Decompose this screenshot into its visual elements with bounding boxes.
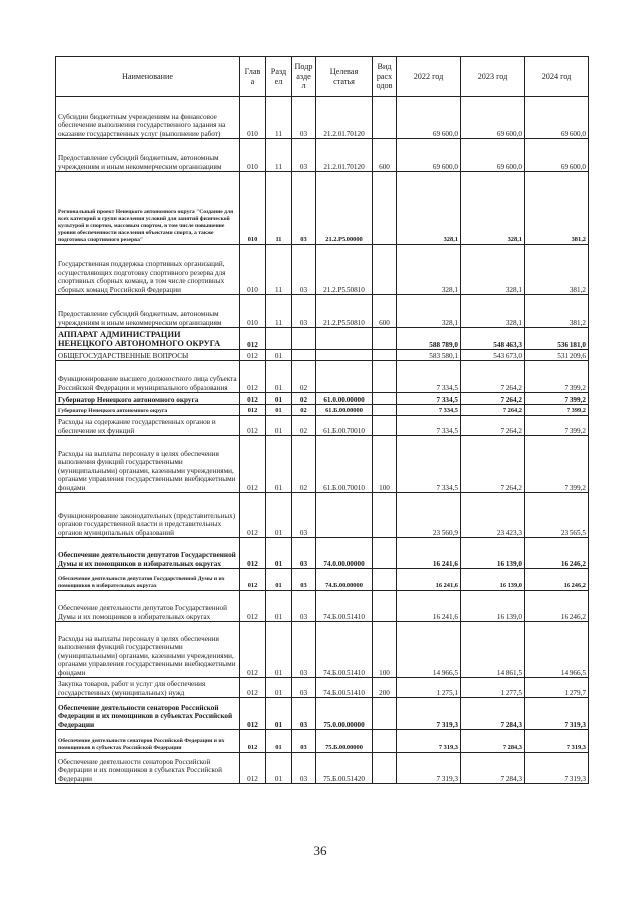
cell-name: Расходы на выплаты персоналу в целях обеспечения выполнения функций государственными (муниципальными) органами, казенными учреждениями, органами управления государственными внебюджетными фондами [56,436,240,493]
cell-g: 010 [240,172,266,245]
cell-name: Обеспечение деятельности депутатов Государственной Думы и их помощников в избирательных округах [56,538,240,569]
cell-y3: 23 565,5 [525,493,589,538]
cell-p: 03 [292,97,316,139]
cell-y1: 7 319,3 [397,753,461,784]
cell-y3: 7 399,2 [525,393,589,405]
cell-y1: 328,1 [397,245,461,295]
cell-t [316,328,373,350]
cell-name: Функционирование законодательных (представительных) органов государственной власти и представительных органов муниципальных образований [56,493,240,538]
cell-y1: 328,1 [397,172,461,245]
table-row [56,436,589,493]
cell-p: 03 [292,295,316,328]
cell-r: 01 [266,416,292,436]
cell-v [373,405,397,416]
cell-y3: 7 399,2 [525,436,589,493]
cell-name: Государственная поддержка спортивных организаций, осуществляющих подготовку спортивного резерва для спортивных сборных команд, в том числе спортивных сборных команд Российской Федерации [56,245,240,295]
cell-p: 03 [292,172,316,245]
table-row [56,245,589,295]
cell-g: 012 [240,393,266,405]
cell-y1: 14 966,5 [397,622,461,678]
cell-g: 010 [240,97,266,139]
cell-p [292,350,316,361]
table-row [56,591,589,622]
cell-g: 010 [240,245,266,295]
cell-y3: 7 319,3 [525,753,589,784]
cell-name: Закупка товаров, работ и услуг для обеспечения государственных (муниципальных) нужд [56,678,240,698]
cell-g: 010 [240,139,266,172]
cell-y1: 328,1 [397,295,461,328]
header-glava: Глав а [240,57,266,97]
cell-t: 21.2.P5.50810 [316,295,373,328]
cell-r: 01 [266,538,292,569]
cell-v: 100 [373,622,397,678]
table-body [56,97,589,784]
cell-y2: 69 600,0 [461,139,525,172]
cell-name: Предоставление субсидий бюджетным, автономным учреждениям и иным некоммерческим организациям [56,295,240,328]
cell-name: Губернатор Ненецкого автономного округа [56,393,240,405]
cell-g: 012 [240,416,266,436]
cell-y2: 7 284,3 [461,698,525,730]
cell-t: 75.0.00.00000 [316,698,373,730]
cell-r: 01 [266,753,292,784]
cell-v [373,350,397,361]
page-number: 36 [313,843,327,858]
cell-name: Обеспечение деятельности сенаторов Российской Федерации и их помощников в субъектах Российской Федерации [56,753,240,784]
cell-t: 21.2.01.70120 [316,97,373,139]
cell-v [373,97,397,139]
cell-y3: 7 399,2 [525,416,589,436]
cell-p: 03 [292,730,316,753]
cell-p: 03 [292,591,316,622]
cell-y2: 543 673,0 [461,350,525,361]
table-row [56,622,589,678]
table-row [56,698,589,730]
cell-y1: 16 241,6 [397,591,461,622]
cell-y3: 16 246,2 [525,538,589,569]
cell-r: 01 [266,405,292,416]
cell-y2: 7 264,2 [461,416,525,436]
cell-p: 03 [292,753,316,784]
cell-t: 21.2.01.70120 [316,139,373,172]
table-row [56,350,589,361]
header-2022: 2022 год [397,57,461,97]
cell-y1: 7 334,5 [397,416,461,436]
budget-table [55,56,589,784]
cell-t: 74.0.00.00000 [316,538,373,569]
table-row [56,361,589,393]
cell-t: 74.Б.00.00000 [316,569,373,591]
cell-p [292,328,316,350]
cell-y1: 16 241,6 [397,569,461,591]
cell-r: 11 [266,295,292,328]
cell-p: 03 [292,493,316,538]
cell-y1: 7 319,3 [397,730,461,753]
cell-y1: 69 600,0 [397,139,461,172]
cell-t [316,493,373,538]
cell-y3: 16 246,2 [525,569,589,591]
cell-y1: 583 580,1 [397,350,461,361]
cell-r: 01 [266,569,292,591]
cell-g: 012 [240,436,266,493]
cell-y1: 16 241,6 [397,538,461,569]
cell-y1: 7 319,3 [397,698,461,730]
table-row [56,569,589,591]
cell-g: 012 [240,538,266,569]
cell-y2: 1 277,5 [461,678,525,698]
header-razdel: Разд ел [266,57,292,97]
cell-y2: 7 264,2 [461,405,525,416]
cell-t: 21.2.P5.50810 [316,245,373,295]
table-row [56,393,589,405]
cell-y2: 16 139,0 [461,569,525,591]
cell-r: 01 [266,730,292,753]
table-row [56,753,589,784]
table-row [56,493,589,538]
cell-y2: 23 423,3 [461,493,525,538]
cell-name: Обеспечение деятельности сенаторов Российской Федерации и их помощников в субъектах Российской Федерации [56,698,240,730]
cell-y1: 23 560,9 [397,493,461,538]
cell-y3: 381,2 [525,172,589,245]
cell-p: 03 [292,678,316,698]
cell-name: Расходы на выплаты персоналу в целях обеспечения выполнения функций государственными (муниципальными) органами, казенными учреждениями, органами управления государственными внебюджетными фондами [56,622,240,678]
cell-name: ОБЩЕГОСУДАРСТВЕННЫЕ ВОПРОСЫ [56,350,240,361]
cell-g: 012 [240,361,266,393]
cell-r: 11 [266,245,292,295]
cell-t: 75.Б.00.51420 [316,753,373,784]
cell-g: 012 [240,730,266,753]
cell-r: 01 [266,698,292,730]
cell-y2: 328,1 [461,172,525,245]
table-row [56,295,589,328]
header-2024: 2024 год [525,57,589,97]
cell-name: Обеспечение деятельности депутатов Государственной Думы и их помощников в избирательных округах [56,569,240,591]
cell-y3: 381,2 [525,295,589,328]
table-row [56,538,589,569]
cell-p: 02 [292,416,316,436]
cell-y2: 16 139,0 [461,538,525,569]
cell-g: 012 [240,350,266,361]
cell-g: 010 [240,295,266,328]
cell-y2: 16 139,0 [461,591,525,622]
header-podrazdel: Подр азде л [292,57,316,97]
cell-y1: 588 789,0 [397,328,461,350]
cell-r: 11 [266,97,292,139]
table-row [56,678,589,698]
cell-y3: 7 399,2 [525,405,589,416]
cell-r: 01 [266,350,292,361]
cell-g: 012 [240,622,266,678]
table-row [56,405,589,416]
table-row [56,172,589,245]
cell-t: 61.0.00.00000 [316,393,373,405]
cell-name: Расходы на содержание государственных органов и обеспечение их функций [56,416,240,436]
cell-y3: 7 399,2 [525,361,589,393]
cell-y3: 14 966,5 [525,622,589,678]
cell-name: Губернатор Ненецкого автономного округа [56,405,240,416]
cell-g: 012 [240,591,266,622]
cell-p: 02 [292,436,316,493]
cell-v [373,753,397,784]
cell-v [373,698,397,730]
cell-r: 01 [266,361,292,393]
header-target: Целевая статья [316,57,373,97]
cell-t: 61.Б.00.70010 [316,436,373,493]
cell-r: 01 [266,493,292,538]
cell-g: 012 [240,753,266,784]
cell-g: 012 [240,569,266,591]
cell-v [373,591,397,622]
cell-name: Обеспечение деятельности депутатов Государственной Думы и их помощников в избирательных округах [56,591,240,622]
cell-y3: 531 209,6 [525,350,589,361]
cell-r: 01 [266,436,292,493]
cell-r: 01 [266,393,292,405]
cell-t [316,361,373,393]
cell-y2: 7 284,3 [461,753,525,784]
cell-p: 02 [292,393,316,405]
cell-r: 01 [266,622,292,678]
cell-y3: 536 181,0 [525,328,589,350]
cell-y1: 7 334,5 [397,436,461,493]
cell-v [373,328,397,350]
cell-p: 03 [292,569,316,591]
cell-p: 03 [292,139,316,172]
cell-y3: 1 279,7 [525,678,589,698]
cell-g: 012 [240,493,266,538]
cell-t: 75.Б.00.00000 [316,730,373,753]
table-row [56,416,589,436]
cell-t [316,350,373,361]
cell-y3: 69 600,0 [525,139,589,172]
cell-v [373,361,397,393]
table-header-row [56,57,589,97]
cell-g: 012 [240,678,266,698]
cell-y2: 7 264,2 [461,393,525,405]
cell-y2: 69 600,0 [461,97,525,139]
cell-v [373,538,397,569]
cell-name: Обеспечение деятельности сенаторов Российской Федерации и их помощников в субъектах Российской Федерации [56,730,240,753]
table-row [56,139,589,172]
cell-y2: 14 861,5 [461,622,525,678]
cell-t: 74.Б.00.51410 [316,591,373,622]
cell-t: 61.Б.00.00000 [316,405,373,416]
table-row [56,328,589,350]
cell-r: 01 [266,591,292,622]
cell-y1: 7 334,5 [397,361,461,393]
cell-r [266,328,292,350]
header-vid: Вид расх одов [373,57,397,97]
cell-name: АППАРАТ АДМИНИСТРАЦИИ НЕНЕЦКОГО АВТОНОМНОГО ОКРУГА [56,328,240,350]
cell-y1: 69 600,0 [397,97,461,139]
cell-v [373,393,397,405]
cell-y1: 7 334,5 [397,393,461,405]
cell-g: 012 [240,328,266,350]
table-row [56,730,589,753]
header-name: Наименование [56,57,240,97]
cell-v: 200 [373,678,397,698]
cell-y2: 7 264,2 [461,436,525,493]
cell-y2: 328,1 [461,295,525,328]
cell-y1: 1 275,1 [397,678,461,698]
cell-r: 11 [266,139,292,172]
cell-p: 03 [292,245,316,295]
cell-v [373,245,397,295]
cell-g: 012 [240,405,266,416]
cell-y2: 7 264,2 [461,361,525,393]
cell-v [373,569,397,591]
cell-y1: 7 334,5 [397,405,461,416]
cell-y3: 381,2 [525,245,589,295]
table-row [56,97,589,139]
cell-t: 74.Б.00.51410 [316,622,373,678]
cell-y3: 16 246,2 [525,591,589,622]
cell-name: Субсидии бюджетным учреждениям на финансовое обеспечение выполнения государственного задания на оказание государственных услуг (выполнение работ) [56,97,240,139]
cell-y3: 7 319,3 [525,698,589,730]
cell-y2: 328,1 [461,245,525,295]
header-2023: 2023 год [461,57,525,97]
cell-name: Предоставление субсидий бюджетным, автономным учреждениям и иным некоммерческим организациям [56,139,240,172]
cell-p: 02 [292,361,316,393]
cell-v [373,416,397,436]
cell-v [373,493,397,538]
cell-v [373,730,397,753]
cell-p: 02 [292,405,316,416]
cell-y2: 7 284,3 [461,730,525,753]
cell-v: 100 [373,436,397,493]
cell-v [373,172,397,245]
cell-v: 600 [373,139,397,172]
cell-t: 74.Б.00.51410 [316,678,373,698]
cell-y3: 69 600,0 [525,97,589,139]
cell-v: 600 [373,295,397,328]
cell-r: 01 [266,678,292,698]
cell-y3: 7 319,3 [525,730,589,753]
cell-r: 11 [266,172,292,245]
cell-p: 03 [292,698,316,730]
cell-t: 21.2.P5.00000 [316,172,373,245]
cell-y2: 548 463,3 [461,328,525,350]
cell-p: 03 [292,622,316,678]
cell-t: 61.Б.00.70010 [316,416,373,436]
cell-name: Функционирование высшего должностного лица субъекта Российской Федерации и муниципального образования [56,361,240,393]
cell-name: Региональный проект Ненецкого автономного округа "Создание для всех категорий и групп населения условий для занятий физической культурой и спортом, массовым спортом, в том числе повышение уровня обеспеченности населения объектами спорта, а также подготовка спортивного резерва" [56,172,240,245]
cell-g: 012 [240,698,266,730]
cell-p: 03 [292,538,316,569]
